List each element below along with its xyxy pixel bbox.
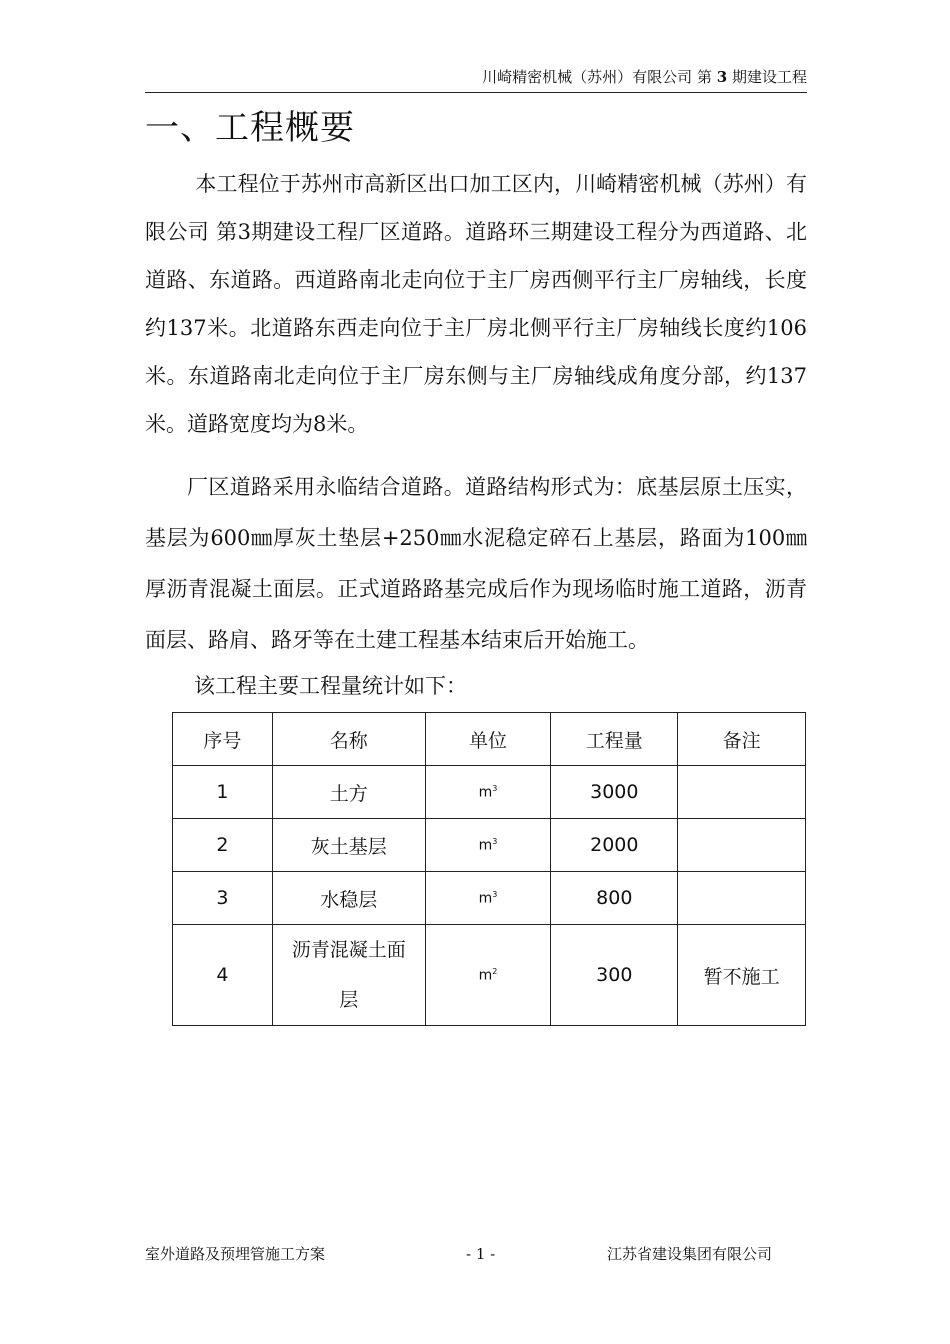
header-unit: 单位 (425, 713, 551, 766)
cell-name: 水稳层 (272, 872, 425, 925)
unit-base: m (478, 967, 493, 984)
table-row (173, 819, 806, 872)
unit-exponent: 3 (492, 889, 498, 899)
quantity-table (172, 712, 806, 1026)
paragraph-location: 本工程位于苏州市高新区出口加工区内，川崎精密机械（苏州）有限公司 第3期建设工程厂区道路。道路环三期建设工程分为西道路、北道路、东道路。西道路南北走向位于主厂房西侧平行主厂房轴线，长度约137米。北道路东西走向位于主厂房北侧平行主厂房轴线长度约106米。东道路南北走向位于主厂房东侧与主厂房轴线成角度分部，约137米。道路宽度均为8米。 (145, 172, 807, 436)
footer-company: 江苏省建设集团有限公司 (607, 1245, 773, 1263)
cell-unit (425, 925, 551, 1026)
table-row (173, 872, 806, 925)
cell-quantity: 2000 (551, 819, 678, 872)
unit-base: m (478, 890, 493, 907)
unit-base: m (478, 784, 493, 801)
cell-no: 3 (173, 872, 273, 925)
cell-note (678, 819, 806, 872)
header-phase-number: 3 (716, 68, 728, 86)
header-company: 川崎精密机械（苏州）有限公司 (482, 68, 693, 86)
paragraph-structure: 厂区道路采用永临结合道路。道路结构形式为：底基层原土压实，基层为600㎜厚灰土垫层+250㎜水泥稳定碎石上基层，路面为100㎜厚沥青混凝土面层。正式道路路基完成后作为现场临时施工道路，沥青面层、路肩、路牙等在土建工程基本结束后开始施工。 (145, 475, 807, 652)
cell-no: 4 (173, 925, 273, 1026)
header-name: 名称 (272, 713, 425, 766)
footer-document-title: 室外道路及预埋管施工方案 (145, 1245, 326, 1263)
header-quantity: 工程量 (551, 713, 678, 766)
cell-no: 1 (173, 766, 273, 819)
cell-note (678, 872, 806, 925)
page-header (145, 62, 807, 93)
cell-unit (425, 819, 551, 872)
cell-name: 灰土基层 (272, 819, 425, 872)
cell-name: 土方 (272, 766, 425, 819)
cell-note: 暂不施工 (678, 925, 806, 1026)
unit-base: m (478, 837, 493, 854)
table-row (173, 925, 806, 1026)
header-no: 序号 (173, 713, 273, 766)
cell-quantity: 800 (551, 872, 678, 925)
cell-note (678, 766, 806, 819)
section-heading: 一、工程概要 (145, 108, 355, 148)
table-row (173, 766, 806, 819)
header-phase-suffix: 期建设工程 (731, 68, 807, 86)
cell-unit (425, 872, 551, 925)
cell-unit (425, 766, 551, 819)
table-header-row (173, 713, 806, 766)
unit-exponent: 2 (492, 966, 498, 976)
table-intro: 该工程主要工程量统计如下： (194, 674, 467, 698)
unit-exponent: 3 (492, 836, 498, 846)
header-note: 备注 (678, 713, 806, 766)
cell-quantity: 300 (551, 925, 678, 1026)
cell-name: 沥青混凝土面层 (272, 925, 425, 1026)
cell-quantity: 3000 (551, 766, 678, 819)
header-phase-prefix: 第 (696, 68, 712, 86)
unit-exponent: 3 (492, 783, 498, 793)
footer-page-number: - 1 - (466, 1245, 496, 1263)
cell-no: 2 (173, 819, 273, 872)
